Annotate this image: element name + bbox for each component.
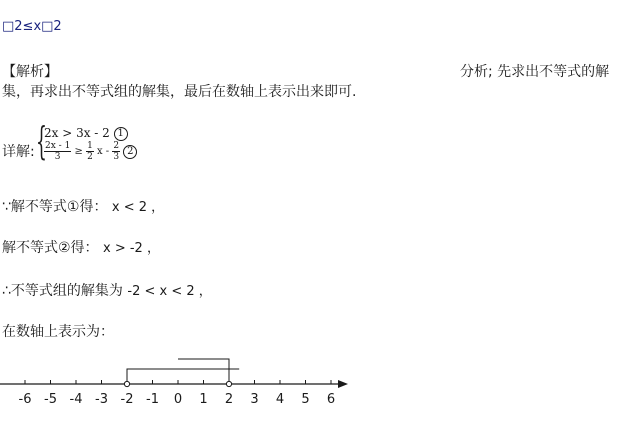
tick-label: 3	[250, 392, 259, 407]
analysis-continued: 集，再求出不等式组的解集，最后在数轴上表示出来即可.	[2, 84, 357, 100]
step-2	[2, 237, 160, 257]
step-4-text: 在数轴上表示为：	[2, 324, 114, 340]
ge-sign: ≥	[74, 146, 83, 157]
step-2-text: 解不等式②得：	[2, 240, 99, 256]
step-3-text: ∴不等式组的解集为	[2, 283, 123, 299]
tick-label: 5	[301, 392, 310, 407]
tick-label: 4	[275, 392, 285, 407]
step-4	[2, 321, 114, 341]
tick-label: -5	[44, 392, 57, 407]
tick-label: 6	[326, 392, 336, 407]
fraction-coef-num: 1	[87, 141, 93, 151]
step-1-text: ∵解不等式①得：	[2, 199, 108, 215]
tick-label: -1	[146, 392, 159, 407]
fraction-const-den: 3	[113, 152, 120, 162]
open-point-right	[226, 381, 231, 386]
arrow-right-icon	[338, 380, 348, 388]
step-1	[2, 196, 164, 216]
number-line	[0, 350, 630, 426]
analysis-text: 分析; 先求出不等式的解	[460, 64, 610, 80]
step-2-math: x > -2 ，	[103, 241, 160, 256]
inequality-2	[44, 141, 137, 162]
fraction-left-den: 3	[54, 152, 61, 162]
brace-icon: {	[36, 119, 47, 163]
detail-label: 详解:	[2, 144, 35, 160]
tick-label: 0	[173, 392, 183, 407]
open-point-left	[124, 381, 129, 386]
step-3	[2, 280, 212, 300]
circle-mark-1: 1	[114, 127, 128, 141]
tick-label: -3	[95, 392, 108, 407]
inequality-1-text: 2x > 3x - 2	[44, 126, 110, 140]
fraction-const-num: 2	[113, 141, 120, 151]
fraction-left-num: 2x - 1	[45, 141, 71, 151]
step-3-math: -2 < x < 2 ，	[127, 284, 212, 299]
tick-label: 2	[224, 392, 234, 407]
answer-line: □2≤x□2	[2, 19, 62, 34]
section-header: 【解析】	[2, 64, 58, 80]
tick-label: 1	[199, 392, 208, 407]
fraction-coef	[86, 141, 94, 162]
inequality-system	[36, 119, 136, 168]
inequality-1	[44, 126, 128, 141]
tick-label: -4	[69, 392, 83, 407]
tick-label: -6	[18, 392, 32, 407]
x-minus: x -	[96, 146, 110, 157]
tick-label: -2	[120, 392, 134, 407]
circle-mark-2: 2	[123, 145, 137, 159]
fraction-left	[44, 141, 71, 162]
fraction-const	[112, 141, 120, 162]
step-1-math: x < 2 ，	[111, 200, 165, 215]
fraction-coef-den: 2	[87, 152, 93, 162]
interval-x-gt-neg2	[127, 369, 239, 384]
